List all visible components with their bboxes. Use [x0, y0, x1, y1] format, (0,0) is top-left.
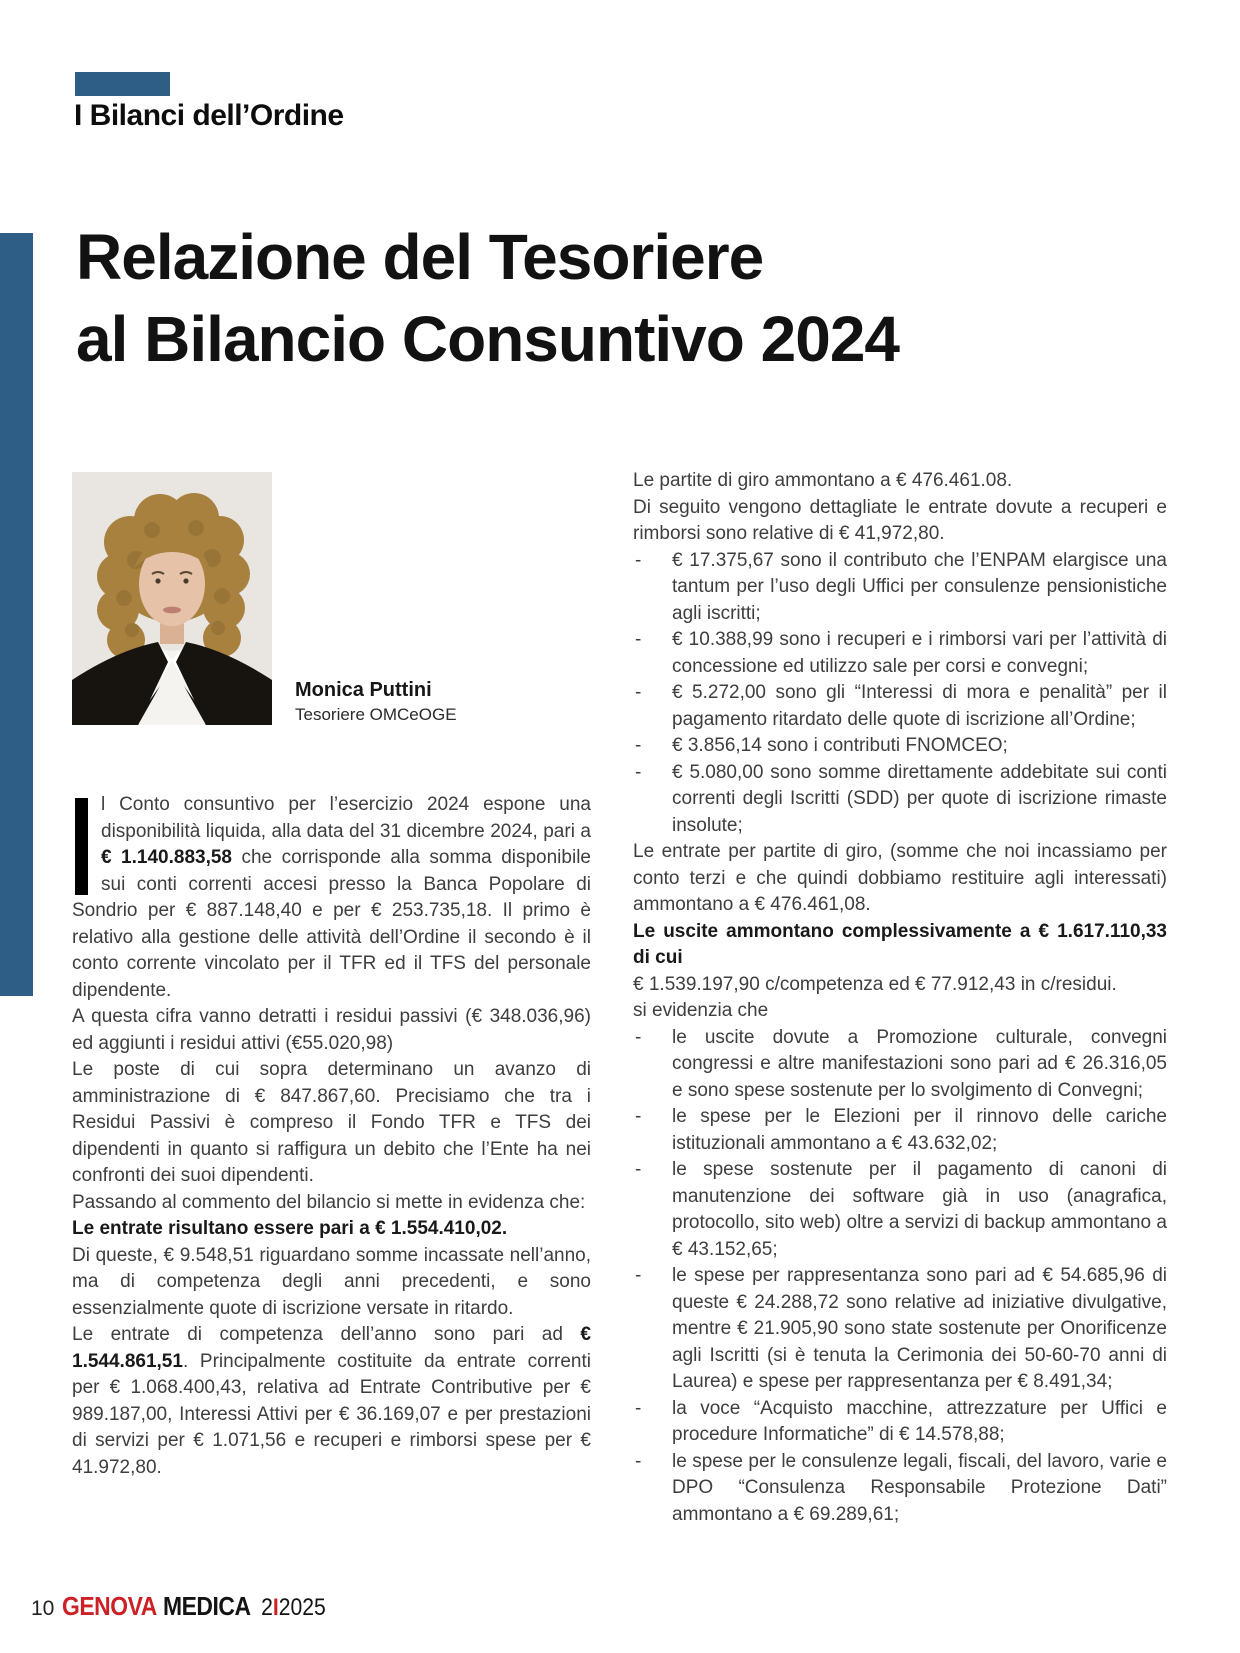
paragraph: Le partite di giro ammontano a € 476.461.08.: [633, 470, 1013, 491]
magazine-logo-medica: MEDICA: [162, 1591, 251, 1621]
left-accent-bar: [0, 233, 33, 996]
bullet-item: [633, 1449, 1167, 1529]
bullet-text: le spese per le consulenze legali, fiscali, del lavoro, varie e DPO “Consulenza Responsabile Protezione Dati” ammontano a € 69.289,61;: [672, 1450, 1167, 1525]
paragraph: € 1.539.197,90 c/competenza ed € 77.912,43 in c/residui.: [633, 973, 1117, 995]
bullet-dash: -: [635, 1397, 642, 1419]
bullet-item: [633, 760, 1167, 840]
kicker-title: I Bilanci dell’Ordine: [74, 99, 344, 132]
author-photo: [72, 472, 272, 725]
issue-separator: I: [272, 1594, 279, 1621]
bullet-item: [633, 1157, 1167, 1263]
bullet-item: [633, 548, 1167, 628]
bullet-text: le spese per rappresentanza sono pari ad € 54.685,96 di queste € 24.288,72 sono relative ad iniziative divulgative, mentre € 21.905,90 sono state sostenute per Onorificenze agli Iscritti (si è tenuta la Cerimonia dei 50-60-70 anni di Laurea) e spese per rappresentanza per € 8.491,34;: [672, 1265, 1167, 1392]
uscite-heading: Le uscite ammontano complessivamente a € 1.617.110,33 di cui: [633, 920, 1167, 968]
bullet-text: la voce “Acquisto macchine, attrezzature per Uffici e procedure Informatiche” di € 14.578,88;: [672, 1397, 1167, 1445]
right-column: [633, 468, 1167, 1528]
bullet-text: le uscite dovute a Promozione culturale, convegni congressi e altre manifestazioni sono pari ad € 26.316,05 e sono spese sostenute per lo svolgimento di Convegni;: [672, 1026, 1167, 1101]
paragraph: Le entrate di competenza dell’anno sono pari ad € 1.544.861,51. Principalmente costituite da entrate correnti per € 1.068.400,43, relativa ad Entrate Contributive per € 989.187,00, Interessi Attivi per € 36.169,07 e per prestazioni di servizi per € 1.071,56 e recuperi e rimborsi spese per € 41.972,80.: [72, 1324, 591, 1478]
drop-cap: [75, 798, 88, 895]
opening-paragraph: l Conto consuntivo per l’esercizio 2024 espone una disponibilità liquida, alla data del 31 dicembre 2024, pari a € 1.140.883,58 che corrisponde alla somma disponibile sui conti correnti accesi presso la Banca Popolare di Sondrio per € 887.148,40 e per € 253.735,18. Il primo è relativo alla gestione delle attività dell’Ordine il secondo è il conto corrente vincolato per il TFR ed il TFS del personale dipendente.: [72, 794, 591, 1001]
kicker-accent-bar: [75, 72, 170, 96]
magazine-logo: [62, 1591, 326, 1622]
bullet-dash: -: [635, 1450, 642, 1472]
article-title: [76, 216, 899, 380]
bullet-dash: -: [635, 1159, 642, 1180]
bullet-item: [633, 1025, 1167, 1105]
bullet-text: € 17.375,67 sono il contributo che l’ENPAM elargisce una tantum per l’uso degli Uffici per consulenze pensionistiche agli iscritti;: [672, 549, 1167, 624]
paragraph: Di queste, € 9.548,51 riguardano somme incassate nell’anno, ma di competenza degli anni precedenti, e sono essenzialmente quote di iscrizione versate in ritardo.: [72, 1244, 591, 1319]
article-title-line1: Relazione del Tesoriere: [76, 221, 764, 293]
bullet-list: [633, 1025, 1167, 1529]
bullet-text: € 3.856,14 sono i contributi FNOMCEO;: [672, 735, 1008, 756]
bullet-item: [633, 680, 1167, 733]
bullet-dash: -: [635, 735, 642, 756]
bullet-list: [633, 548, 1167, 840]
bullet-item: [633, 1104, 1167, 1157]
paragraph: Le poste di cui sopra determinano un avanzo di amministrazione di € 847.867,60. Precisiamo che tra i Residui Passivi è compreso il Fondo TFR e TFS dei dipendenti in quanto si raffigura un debito che l’Ente ha nei confronti dei suoi dipendenti.: [72, 1059, 591, 1186]
bullet-dash: -: [635, 1106, 642, 1127]
paragraph: si evidenzia che: [633, 1000, 769, 1021]
author-role: Tesoriere OMCeOGE: [295, 705, 457, 724]
bullet-item: [633, 733, 1167, 760]
portrait-illustration: [72, 472, 272, 725]
bullet-text: le spese per le Elezioni per il rinnovo delle cariche istituzionali ammontano a € 43.632,02;: [672, 1106, 1167, 1154]
footer-page-number: 10: [31, 1597, 55, 1620]
paragraph: Le entrate per partite di giro, (somme che noi incassiamo per conto terzi e che quindi dobbiamo restituire agli interessati) ammontano a € 476.461,08.: [633, 841, 1167, 915]
issue-number: 2: [261, 1594, 273, 1621]
bullet-item: [633, 627, 1167, 680]
bullet-text: le spese sostenute per il pagamento di canoni di manutenzione dei software già in uso (anagrafica, protocollo, sito web) oltre a servizi di backup ammontano a € 43.152,65;: [672, 1159, 1167, 1260]
issue-year: 2025: [278, 1594, 326, 1621]
entrate-heading: Le entrate risultano essere pari a € 1.554.410,02.: [72, 1218, 508, 1239]
bullet-item: [633, 1396, 1167, 1449]
paragraph: A questa cifra vanno detratti i residui passivi (€ 348.036,96) ed aggiunti i residui attivi (€55.020,98): [72, 1006, 591, 1054]
bullet-text: € 10.388,99 sono i recuperi e i rimborsi vari per l’attività di concessione ed utilizzo sale per corsi e convegni;: [672, 629, 1167, 677]
bullet-dash: -: [635, 1265, 642, 1286]
magazine-logo-genova: GENOVA: [62, 1591, 157, 1621]
left-column: [72, 792, 591, 1481]
article-title-line2: al Bilancio Consuntivo 2024: [76, 303, 899, 375]
bullet-dash: -: [635, 629, 642, 650]
bullet-dash: -: [635, 761, 642, 783]
paragraph: Di seguito vengono dettagliate le entrate dovute a recuperi e rimborsi sono relative di € 41,972,80.: [633, 496, 1167, 544]
bullet-text: € 5.080,00 sono somme direttamente addebitate sui conti correnti degli Iscritti (SDD) per quote di iscrizione rimaste insolute;: [672, 761, 1167, 836]
bullet-item: [633, 1263, 1167, 1396]
bullet-dash: -: [635, 682, 642, 703]
author-name: Monica Puttini: [295, 679, 432, 701]
bullet-dash: -: [635, 1026, 642, 1048]
bullet-text: € 5.272,00 sono gli “Interessi di mora e penalità” per il pagamento ritardato delle quote di iscrizione all’Ordine;: [672, 682, 1167, 730]
bullet-dash: -: [635, 549, 642, 571]
issue-label: [261, 1594, 326, 1621]
paragraph: Passando al commento del bilancio si mette in evidenza che:: [72, 1191, 586, 1213]
